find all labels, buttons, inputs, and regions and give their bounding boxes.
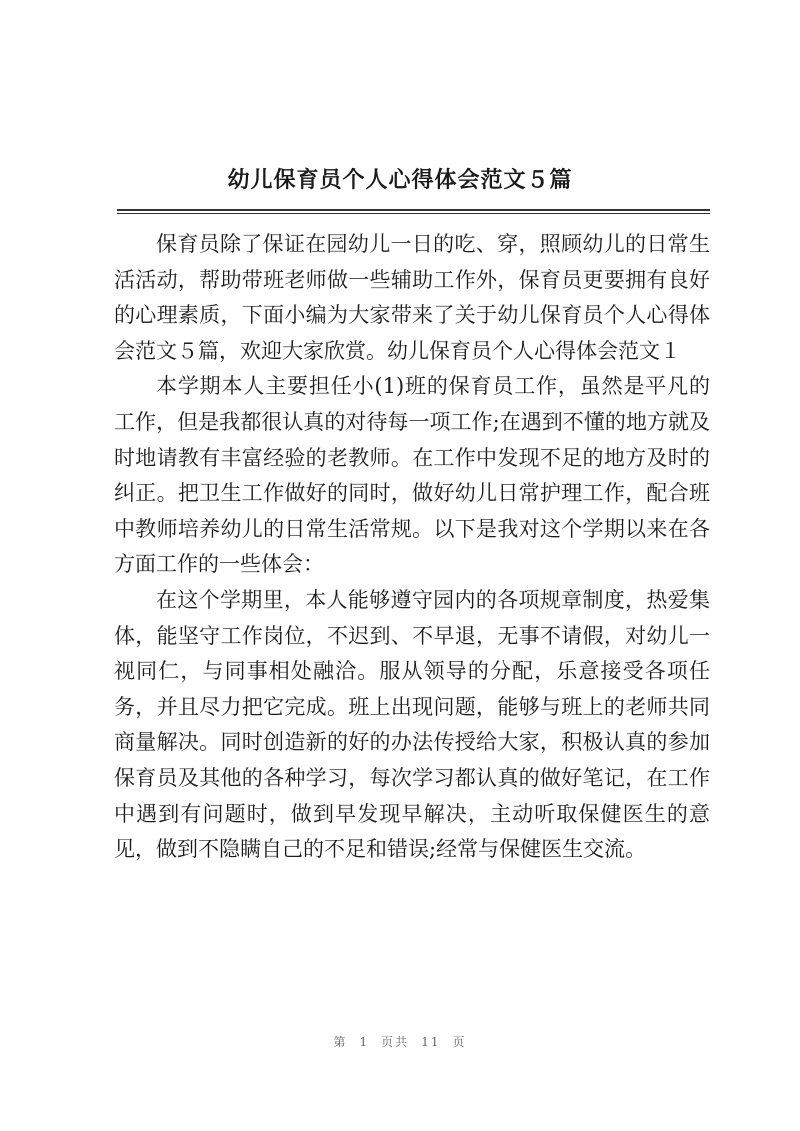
footer-label-of: 页共: [381, 1035, 410, 1049]
paragraph-duties: 本学期本人主要担任小(1)班的保育员工作，虽然是平凡的工作，但是我都很认真的对待每一项工作;在遇到不懂的地方就及时地请教有丰富经验的老教师。在工作中发现不足的地方及时的纠正。把卫生工作做好的同时，做好幼儿日常护理工作，配合班中教师培养幼儿的日常生活常规。以下是我对这个学期以来在各方面工作的一些体会：: [114, 374, 710, 577]
footer-current-page: 1: [359, 1035, 370, 1049]
paragraph-conduct: 在这个学期里，本人能够遵守园内的各项规章制度，热爱集体，能坚守工作岗位，不迟到、不早退，无事不请假，对幼儿一视同仁，与同事相处融洽。服从领导的分配，乐意接受各项任务，并且尽力把它完成。班上出现问题，能够与班上的老师共同商量解决。同时创造新的好的办法传授给大家，积极认真的参加保育员及其他的各种学习，每次学习都认真的做好笔记，在工作中遇到有问题时，做到早发现早解决，主动听取保健医生的意见，做到不隐瞒自己的不足和错误;经常与保健医生交流。: [114, 587, 710, 862]
title-divider: [117, 209, 710, 214]
footer-label-pages: 页: [452, 1035, 467, 1049]
footer-total-pages: 11: [421, 1035, 441, 1049]
page-footer: [0, 1033, 800, 1050]
paragraph-intro: 保育员除了保证在园幼儿一日的吃、穿，照顾幼儿的日常生活活动，帮助带班老师做一些辅助工作外，保育员更要拥有良好的心理素质，下面小编为大家带来了关于幼儿保育员个人心得体会范文５篇，欢迎大家欣赏。幼儿保育员个人心得体会范文１: [114, 232, 710, 363]
document-body: [114, 227, 710, 868]
document-title: 幼儿保育员个人心得体会范文５篇: [227, 167, 573, 193]
footer-label-page: 第: [333, 1035, 348, 1049]
